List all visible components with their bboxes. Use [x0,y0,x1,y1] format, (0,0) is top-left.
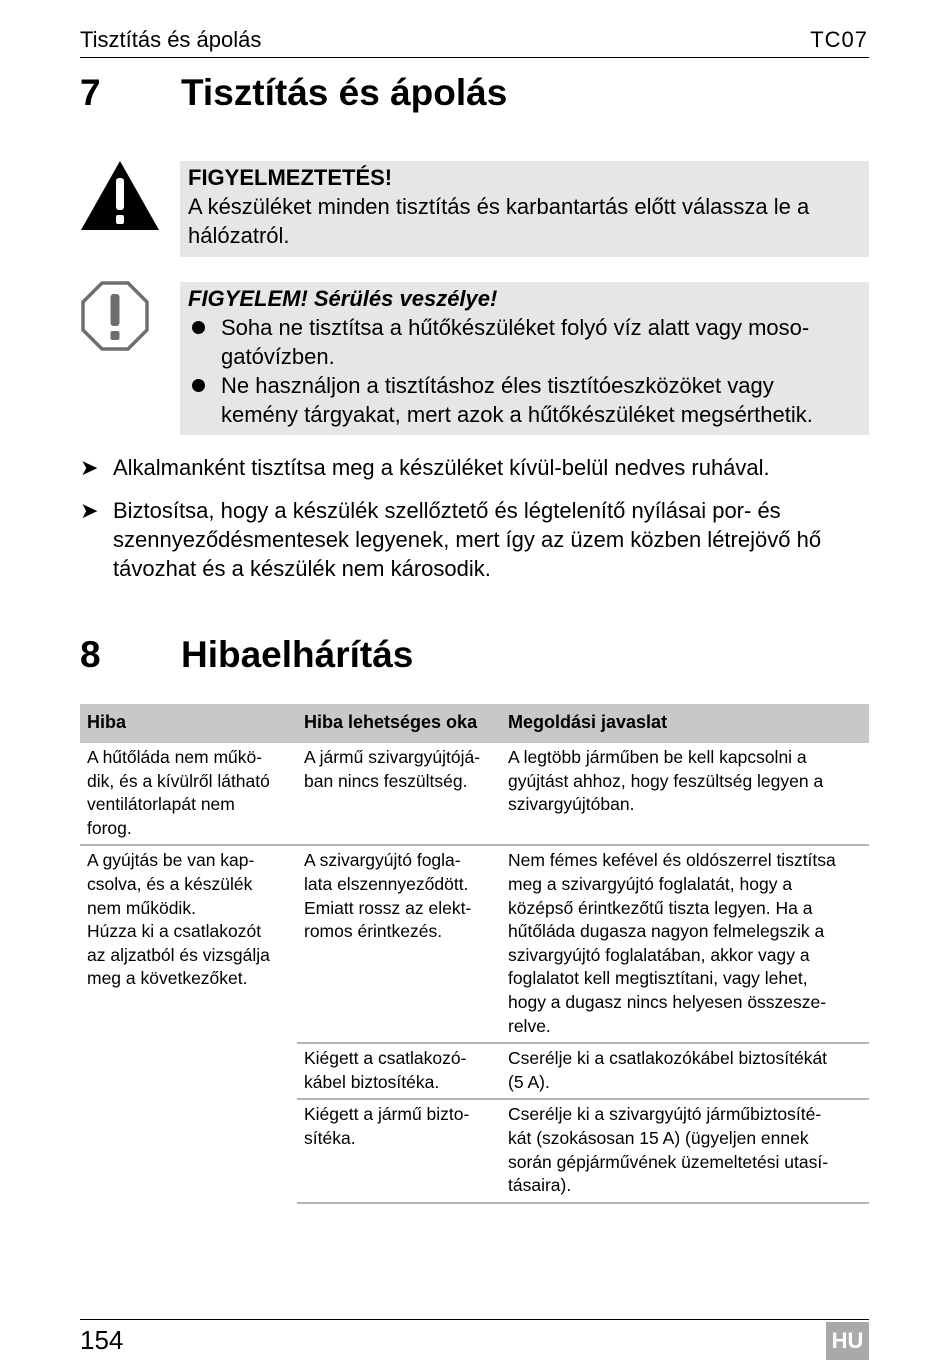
notice-bullet-line: Ne használjon a tisztításhoz éles tisztítóeszközöket vagy [221,373,774,398]
cause-cell [297,1043,501,1099]
cell-text-line: gyújtást ahhoz, hogy feszültség legyen a [508,770,824,791]
cell-text-line: hogy a dugasz nincs helyesen összesze- [508,991,827,1012]
cell-text-line: (5 A). [508,1071,550,1092]
fault-cell [80,845,297,1202]
arrow-right-icon: ➤ [80,455,99,480]
cell-text-line: A jármű szivargyújtójá- [304,747,481,767]
page-number: 154 [80,1325,124,1355]
cell-text-line: tásaira). [508,1175,572,1196]
column-header-solution: Megoldási javaslat [501,704,869,743]
instruction-line: Alkalmanként tisztítsa meg a készüléket kívül-belül nedves ruhával. [113,455,770,480]
cell-text-line: szivargyújtó foglalatában, akkor vagy a [508,944,810,965]
solution-cell [501,1099,869,1202]
instruction-line: távozhat és a készülék nem károsodik. [113,556,491,581]
cell-text-line: A legtöbb járműben be kell kapcsolni a [508,747,807,767]
footer-rule [80,1319,869,1320]
column-header-cause: Hiba lehetséges oka [297,704,501,743]
cell-text-line: Nem fémes kefével és oldószerrel tisztítsa [508,850,836,871]
warning-text-line: hálózatról. [188,223,290,248]
cause-cell [297,1099,501,1202]
instruction-line: szennyeződésmentesek legyenek, mert így az üzem közben létrejövő hő [113,527,822,552]
cell-text-line: relve. [508,1015,551,1036]
solution-cell [501,845,869,1043]
arrow-right-icon: ➤ [80,498,99,523]
cell-text-line: kát (szokásosan 15 A) (ügyeljen ennek [508,1127,809,1148]
warning-title: FIGYELMEZTETÉS! [188,165,393,190]
cell-text-line: nem működik. [87,897,196,918]
table-row [80,845,869,1043]
fault-cell [80,743,297,845]
instruction-line: Biztosítsa, hogy a készülék szellőztető és légtelenítő nyílásai por- és [113,498,781,523]
cell-text-line: foglalatot kell megtisztítani, vagy lehet, [508,968,808,989]
cell-text-line: ventilátorlapát nem [87,794,235,815]
troubleshooting-table [80,704,869,1204]
cell-text-line: szivargyújtóban. [508,794,635,815]
header-rule [80,57,869,58]
notice-bullet [188,371,861,429]
cell-text-line: során gépjárművének üzemeltetési utasí- [508,1151,829,1172]
running-header-model: TC07 [810,27,868,52]
cell-text-line: Kiégett a jármű bizto- [304,1104,470,1125]
cell-text-line: kábel biztosítéka. [304,1071,440,1092]
language-badge: HU [826,1322,869,1360]
cause-cell [297,743,501,845]
cell-text-line: sítéka. [304,1127,356,1148]
cell-text-line: A szivargyújtó fogla- [304,850,461,871]
warning-triangle-icon [80,160,160,232]
cell-text-line: dik, és a kívülről látható [87,770,270,791]
section-7-title: Tisztítás és ápolás [181,72,508,113]
caution-octagon-icon [80,280,150,352]
instruction-step [80,496,869,583]
notice-bullet [188,313,861,371]
instruction-step [80,453,869,482]
notice-title: FIGYELEM! Sérülés veszélye! [188,286,498,311]
table-row [80,743,869,845]
table-header-row [80,704,869,743]
cell-text-line: meg a szivargyújtó foglalatát, hogy a [508,873,793,894]
notice-bullet-line: kemény tárgyakat, mert azok a hűtőkészüléket megsérthetik. [221,402,813,427]
cell-text-line: Húzza ki a csatlakozót [87,921,262,942]
section-8-heading [80,634,869,680]
warning-text-line: A készüléket minden tisztítás és karbantartás előtt válassza le a [188,194,810,219]
notice-bullet-line: gatóvízben. [221,344,335,369]
section-7-heading [80,72,869,118]
cell-text-line: az aljzatból és vizsgálja [87,944,270,965]
cell-text-line: ban nincs feszültség. [304,770,468,791]
cell-text-line: hűtőláda dugasza nagyon felmelegszik a [508,921,825,942]
cell-text-line: csolva, és a készülék [87,873,253,894]
column-header-fault: Hiba [80,704,297,743]
section-8-number: 8 [80,634,101,675]
cell-text-line: Cserélje ki a csatlakozókábel biztosítékát [508,1048,828,1069]
cell-text-line: Cserélje ki a szivargyújtó járműbiztosíté- [508,1104,822,1125]
warning-box [180,161,869,257]
cell-text-line: meg a következőket. [87,968,248,989]
cell-text-line: középső érintkezőtű tiszta legyen. Ha a [508,897,813,918]
cell-text-line: Emiatt rossz az elekt- [304,897,472,918]
cause-cell [297,845,501,1043]
solution-cell [501,743,869,845]
cell-text-line: lata elszennyeződött. [304,873,469,894]
notice-box [180,282,869,435]
running-header-section: Tisztítás és ápolás [80,27,262,52]
bullet-dot-icon [192,379,205,392]
cell-text-line: forog. [87,817,132,838]
solution-cell [501,1043,869,1099]
section-8-title: Hibaelhárítás [181,634,414,675]
cell-text-line: A hűtőláda nem műkö- [87,747,263,767]
cell-text-line: romos érintkezés. [304,921,443,942]
cell-text-line: Kiégett a csatlakozó- [304,1048,467,1069]
cell-text-line: A gyújtás be van kap- [87,850,255,871]
section-7-number: 7 [80,72,101,113]
notice-bullet-line: Soha ne tisztítsa a hűtőkészüléket folyó víz alatt vagy moso- [221,315,810,340]
bullet-dot-icon [192,321,205,334]
